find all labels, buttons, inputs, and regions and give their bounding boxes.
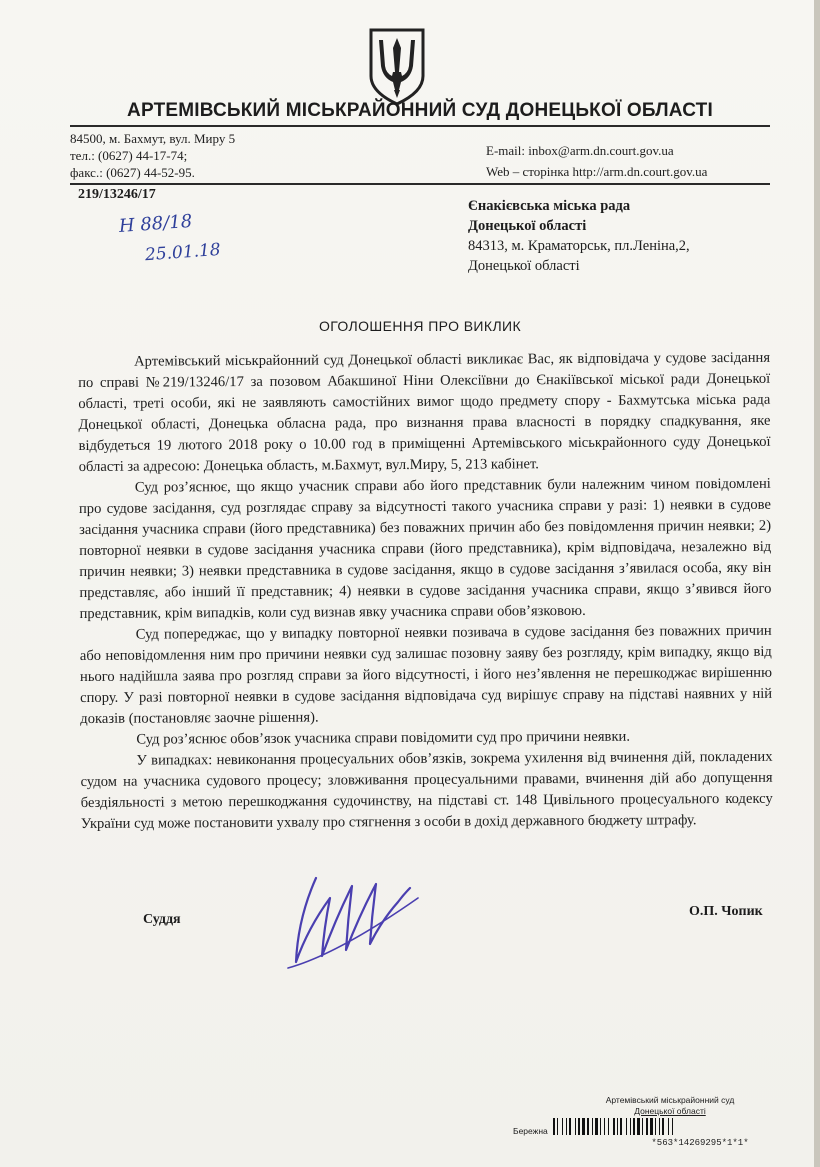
header-divider-bottom [70, 183, 770, 185]
handwritten-reg-number: Н 88/18 [118, 210, 193, 237]
barcode-code: *563*14269295*1*1* [651, 1138, 749, 1148]
court-email-line: E-mail: inbox@arm.dn.court.gov.ua [486, 143, 674, 158]
judge-label: Суддя [143, 912, 181, 927]
court-web-line: Web – сторінка http://arm.dn.court.gov.ua [486, 164, 708, 179]
body-paragraph: Суд роз’яснює обов’язок учасника справи повідомити суд про причини неявки. [136, 728, 631, 748]
recipient-region: Донецької області [468, 218, 587, 234]
barcode-label: Бережна [513, 1126, 548, 1136]
recipient-region-2: Донецької області [468, 258, 580, 274]
stamp-line-2: Донецької області [634, 1106, 706, 1116]
stamp-line-1: Артемівський міськрайонний суд [605, 1095, 735, 1105]
notice-title: ОГОЛОШЕННЯ ПРО ВИКЛИК [318, 318, 522, 334]
barcode-icon [553, 1118, 803, 1135]
court-address-block [70, 130, 235, 181]
court-footer-stamp [560, 1095, 780, 1117]
page-edge-shadow [814, 0, 820, 1167]
court-phone-line: тел.: (0627) 44-17-74; [70, 148, 188, 163]
body-paragraph: Артемівський міськрайонний суд Донецької області викликає Вас, як відповідача у судове засідання по справі №219/13246/17 за позовом Абакшиної Ніни Олексіївни до Єнакіївської міської ради Донецької області, треті особи, які не заявляють самостійних вимог щодо предмету спору - Бахмутська міська рада Донецької області, Донецька обласна рада, про визнання права власності в порядку спадкування, яке відбудеться 19 лютого 2018 року о 10.00 год в приміщенні Артемівського міськрайонного суду Донецької області за адресою: Донецька область, м.Бахмут, вул.Миру, 5, 213 кабінет. [78, 349, 771, 475]
notice-body [78, 348, 773, 835]
handwritten-registration-mark [118, 205, 222, 272]
court-fax-line: факс.: (0627) 44-52-95. [70, 165, 195, 180]
trident-coat-of-arms-icon [365, 26, 429, 106]
body-paragraph: У випадках: невиконання процесуальних обов’язків, зокрема ухилення від вчинення дій, покладених судом на учасника судового процесу; зловживання процесуальними правами, вчинення дій або допущення бездіяльності з метою перешкоджання судочинству, на підставі ст. 148 Цивільного процесуального кодексу України суд може постановити ухвалу про стягнення з особи в дохід державного бюджету штрафу. [80, 748, 773, 832]
handwritten-signature-icon [278, 858, 428, 976]
case-number: 219/13246/17 [78, 187, 156, 202]
body-paragraph: Суд попереджає, що у випадку повторної неявки позивача в судове засідання без поважних причин або неповідомлення ним про причини неявки суд залишає позовну заяву без розгляду, крім випадку, якщо від нього надійшла заява про розгляд справи за його відсутності, і його нез’явлення не перешкоджає вирішенню спору. У разі повторної неявки в судове засідання відповідача суд вирішує справу на підставі наявних у ній доказів (постановляє заочне рішення). [79, 622, 773, 727]
court-contacts-block [486, 140, 707, 182]
court-name-heading: АРТЕМІВСЬКИЙ МІСЬКРАЙОННИЙ СУД ДОНЕЦЬКОЇ ОБЛАСТІ [127, 100, 713, 121]
recipient-name: Єнакієвська міська рада [468, 198, 631, 214]
handwritten-reg-date: 25.01.18 [144, 239, 222, 266]
recipient-street: 84313, м. Краматорськ, пл.Леніна,2, [468, 238, 690, 254]
judge-name: О.П. Чопик [689, 904, 763, 919]
body-paragraph: Суд роз’яснює, що якщо учасник справи або його представник були належним чином повідомлені про судове засідання, суд розглядає справу за відсутності такого учасника справи у разі: 1) неявки в судове засідання учасника справи (його представника) без поважних причин або без повідомлення причин неявки; 2) повторної неявки в судове засідання учасника справи (його представника), крім відповідача, незалежно від причин неявки; 3) неявки представника в судове засідання, якщо в судове засідання з’явилася особа, яку він представляє, або інший її представник; 4) неявки в судове засідання учасника справи, якщо з’явився його представник, крім випадків, коли суд визнав явку учасника справи обов’язковою. [78, 475, 772, 622]
header-divider-top [70, 125, 770, 127]
recipient-address-block [468, 196, 690, 276]
court-address-line: 84500, м. Бахмут, вул. Миру 5 [70, 131, 236, 146]
